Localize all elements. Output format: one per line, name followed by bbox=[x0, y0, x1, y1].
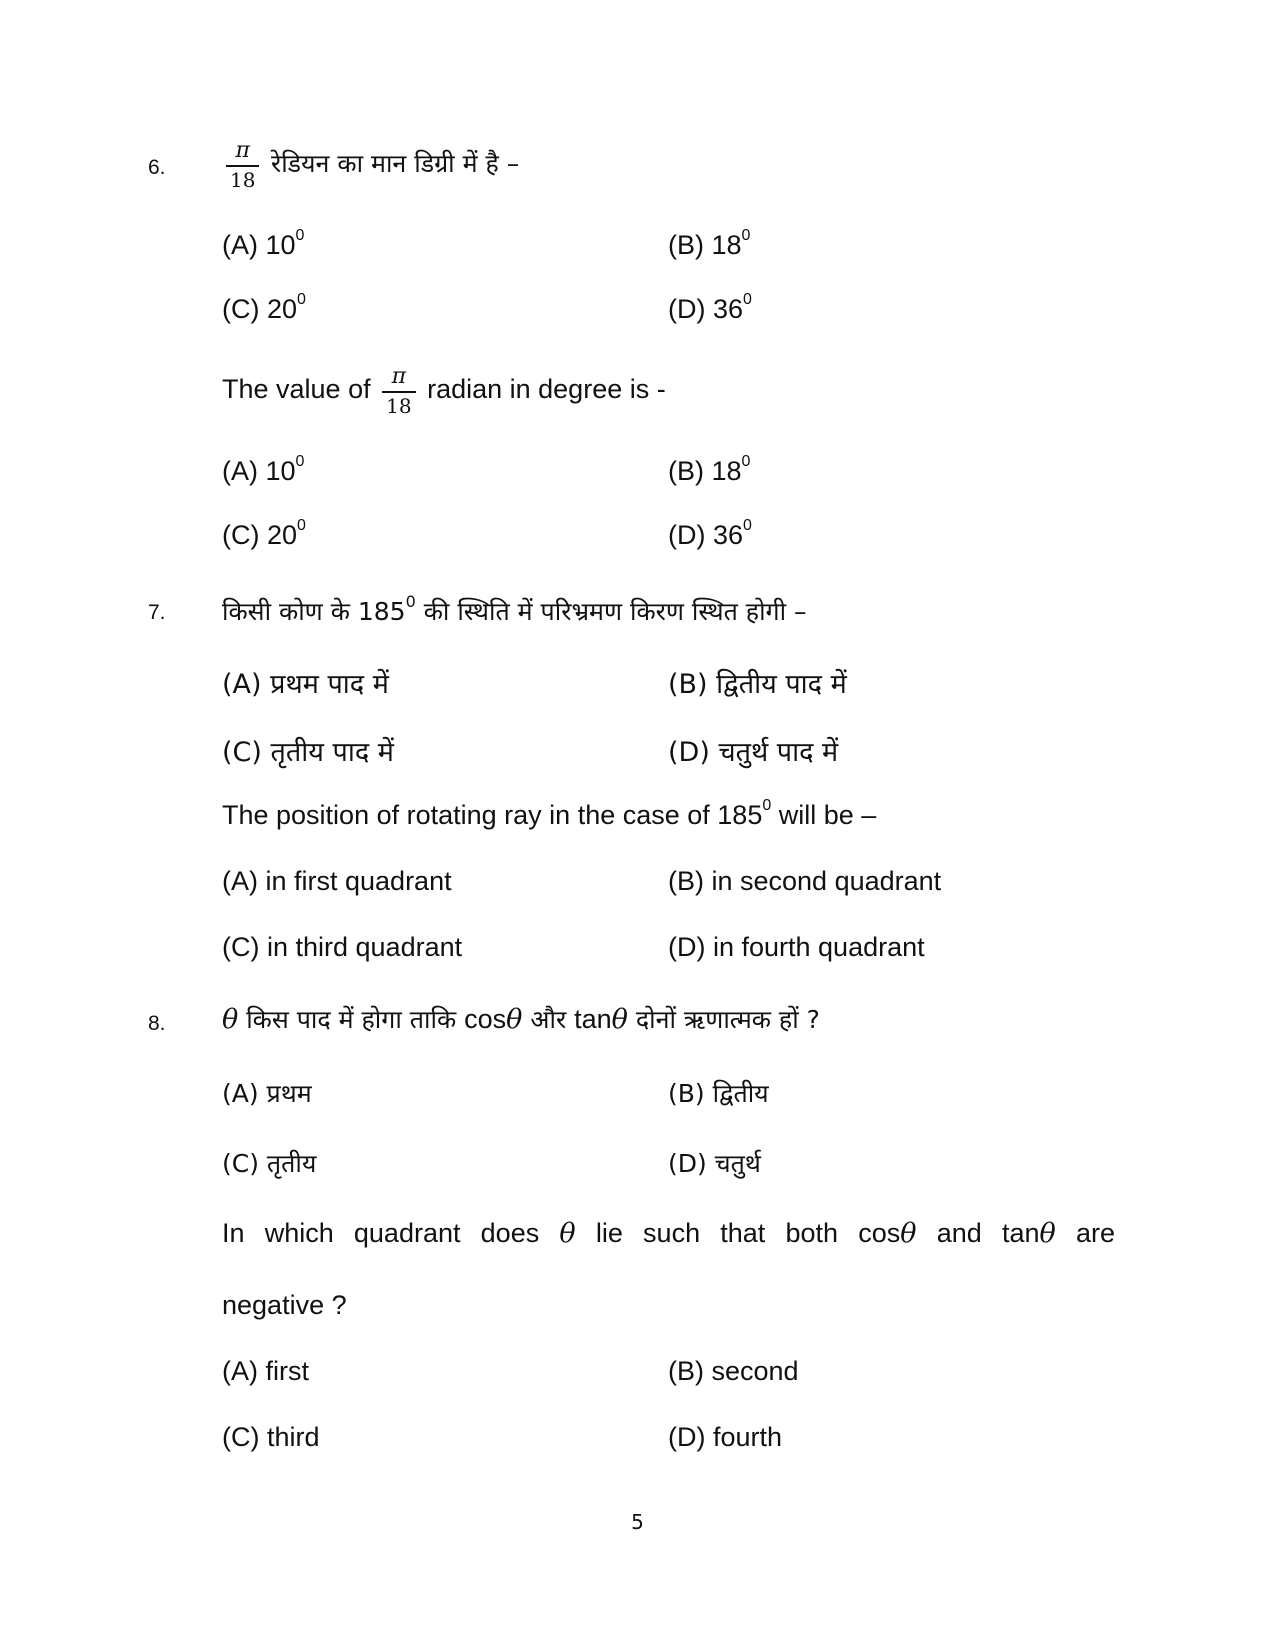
option-d: (D) चतुर्थ पाद में bbox=[668, 737, 839, 768]
option-c: (C) $20^0$ bbox=[222, 517, 306, 550]
option-d: (D) चतुर्थ bbox=[668, 1149, 761, 1178]
question-8-english: In which quadrant does θ lie such that both cosθ and tanθ are bbox=[222, 1218, 1115, 1249]
question-7-hindi: किसी कोण के $185^0$ की स्थिति में परिभ्रमण किरण स्थित होगी – bbox=[222, 591, 807, 626]
option-c: (C) तृतीय bbox=[222, 1149, 317, 1178]
option-b: (B) in second quadrant bbox=[668, 866, 942, 896]
option-a: (A) $10^0$ bbox=[222, 453, 305, 486]
question-number: 8. bbox=[148, 1012, 166, 1035]
fraction-pi-over-18: $\frac{\pi}{18}$ bbox=[226, 140, 259, 190]
option-a: (A) in first quadrant bbox=[222, 866, 452, 896]
option-c: (C) third bbox=[222, 1422, 320, 1452]
question-number: 7. bbox=[148, 601, 166, 624]
option-a: (A) first bbox=[222, 1356, 309, 1386]
option-b: (B) second bbox=[668, 1356, 799, 1386]
option-c: (C) तृतीय पाद में bbox=[222, 737, 394, 768]
option-d: (D) $36^0$ bbox=[668, 517, 752, 550]
option-b: (B) $18^0$ bbox=[668, 227, 751, 260]
question-6-hindi bbox=[222, 140, 519, 190]
option-d: (D) in fourth quadrant bbox=[668, 932, 925, 962]
question-7-english: The position of rotating ray in the case of $185^0$ will be – bbox=[222, 797, 877, 830]
option-a: (A) प्रथम bbox=[222, 1079, 312, 1108]
option-a: (A) प्रथम पाद में bbox=[222, 669, 389, 700]
question-6-english: The value of $\frac{\pi}{18}$ radian in degree is - bbox=[222, 364, 666, 418]
question-text: रेडियन का मान डिग्री में है – bbox=[270, 149, 520, 179]
page-number: 5 bbox=[631, 1510, 644, 1534]
option-c: (C) in third quadrant bbox=[222, 932, 463, 962]
option-a: (A) $10^0$ bbox=[222, 227, 305, 260]
option-d: (D) fourth bbox=[668, 1422, 783, 1452]
option-d: (D) $36^0$ bbox=[668, 291, 752, 324]
fraction-pi-over-18: $\frac{\pi}{18}$ bbox=[382, 366, 415, 416]
option-b: (B) द्वितीय bbox=[668, 1079, 769, 1108]
question-number: 6. bbox=[148, 156, 166, 179]
question-8-hindi: θ किस पाद में होगा ताकि cosθ और tanθ दोनों ऋणात्मक हों ? bbox=[222, 1004, 820, 1035]
option-b: (B) द्वितीय पाद में bbox=[668, 669, 847, 700]
option-b: (B) $18^0$ bbox=[668, 453, 751, 486]
option-c: (C) $20^0$ bbox=[222, 291, 306, 324]
question-8-english-cont: negative ? bbox=[222, 1290, 347, 1320]
